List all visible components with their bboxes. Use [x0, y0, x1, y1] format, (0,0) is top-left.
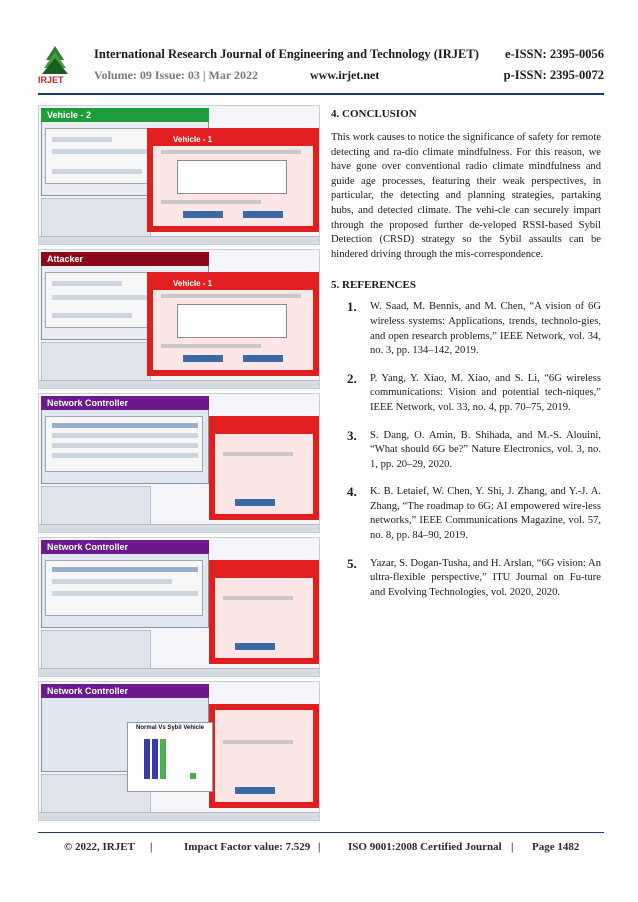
reference-item	[331, 372, 601, 416]
vehicle-window	[209, 416, 319, 520]
figure-column	[38, 105, 320, 825]
footer-separator: |	[318, 841, 321, 853]
taskbar	[39, 236, 319, 244]
window-banner: Vehicle - 1	[153, 278, 313, 290]
taskbar	[39, 524, 319, 532]
message-box	[177, 304, 287, 338]
reference-number: 5.	[347, 555, 357, 571]
journal-title: International Research Journal of Engineering and Technology (IRJET)	[94, 47, 479, 61]
sybil-chart-window	[127, 722, 213, 792]
footer-copyright: © 2022, IRJET	[64, 841, 135, 853]
header-rule	[38, 93, 604, 95]
volume-issue: Volume: 09 Issue: 03 | Mar 2022	[94, 68, 258, 82]
conclusion-heading: 4. CONCLUSION	[331, 108, 417, 120]
footer-impact-factor: Impact Factor value: 7.529	[184, 841, 311, 853]
figure-banner: Network Controller	[41, 396, 209, 410]
figure-attacker	[38, 249, 320, 389]
taskbar	[39, 380, 319, 388]
footer-separator: |	[511, 841, 514, 853]
vehicle-window	[209, 560, 319, 664]
reference-number: 3.	[347, 427, 357, 443]
figure-sybil-chart	[38, 681, 320, 821]
reference-text: P. Yang, Y. Xiao, M. Xiao, and S. Li, “6G wireless communications: Vision and potential tech-niques,” IEEE Network, vol. 33, no. 4, pp. 70–75, 2019.	[370, 372, 601, 413]
figure-banner: Attacker	[41, 252, 209, 266]
window-banner: Vehicle - 1	[153, 134, 313, 146]
page-footer	[38, 832, 604, 856]
reference-number: 1.	[347, 299, 357, 315]
window-banner	[215, 566, 313, 578]
footer-separator: |	[150, 841, 153, 853]
reference-number: 2.	[347, 370, 357, 386]
figure-banner: Vehicle - 2	[41, 108, 209, 122]
irjet-logo	[38, 44, 72, 84]
figure-network-controller-1	[38, 393, 320, 533]
reference-item	[331, 300, 601, 358]
svg-text:IRJET: IRJET	[38, 75, 64, 84]
chart-bar	[160, 739, 166, 779]
message-dialog	[45, 560, 203, 616]
reference-text: S. Dang, O. Amin, B. Shihada, and M.-S. Alouini, “What should 6G be?” Nature Electronics, vol. 3, no. 1, pp. 20–29, 2020.	[370, 429, 601, 470]
references-list	[331, 300, 601, 600]
text-column	[331, 108, 601, 613]
window-banner	[215, 422, 313, 434]
reference-text: K. B. Letaief, W. Chen, Y. Shi, J. Zhang, and Y.-J. A. Zhang, “The roadmap to 6G: AI empowered wire-less networks,” IEEE Communications Magazine, vol. 57, no. 8, pp. 84–90, 2019.	[370, 486, 601, 542]
page-header	[38, 44, 604, 90]
vehicle-1-window	[147, 272, 319, 376]
journal-url[interactable]: www.irjet.net	[310, 68, 380, 82]
reference-number: 4.	[347, 484, 357, 500]
taskbar	[39, 812, 319, 820]
vehicle-window	[209, 704, 319, 808]
vehicle-table	[45, 416, 203, 472]
figure-banner: Network Controller	[41, 540, 209, 554]
conclusion-text: This work causes to notice the significance of safety for remote detecting and ra-dio climate mindfulness. For this reason, we have gone over conventional radio climate mindfulness and guide age processes, featuring their weak perspectives, in particular, the detecting and planning strategies, partaking hubs, and detected climate. The vehi-cle can securely impart through the proposed further de-veloped RSSI-based Sybil Detection (CRSD) strategy so the Sybil assaults can be hindered driving through the mis-correspondence.	[331, 132, 601, 260]
chart-title: Normal Vs Sybil Vehicle	[135, 725, 205, 731]
figure-vehicle-2	[38, 105, 320, 245]
chart-bar	[190, 773, 196, 779]
footer-iso: ISO 9001:2008 Certified Journal	[348, 841, 502, 853]
reference-item	[331, 557, 601, 601]
taskbar	[39, 668, 319, 676]
references-heading: 5. REFERENCES	[331, 279, 416, 292]
reference-text: W. Saad, M. Bennis, and M. Chen, “A vision of 6G wireless systems: Applications, trends, technolo-gies, and open research problems,” IEEE Network, vol. 34, no. 3, pp. 134–142, 2019.	[370, 301, 601, 357]
chart-bar	[144, 739, 150, 779]
vehicle-1-window	[147, 128, 319, 232]
reference-item	[331, 429, 601, 473]
message-box	[177, 160, 287, 194]
p-issn: p-ISSN: 2395-0072	[503, 68, 604, 82]
figure-network-controller-2	[38, 537, 320, 677]
reference-text: Yazar, S. Dogan-Tusha, and H. Arslan, “6G vision: An ultra-flexible perspective,” ITU Journal on Fu-ture and Evolving Technologies, vol. 2020, 2020.	[370, 557, 601, 598]
chart-bar	[152, 739, 158, 779]
figure-banner: Network Controller	[41, 684, 209, 698]
footer-page-number: Page 1482	[532, 841, 580, 853]
e-issn: e-ISSN: 2395-0056	[505, 47, 604, 61]
reference-item	[331, 485, 601, 543]
